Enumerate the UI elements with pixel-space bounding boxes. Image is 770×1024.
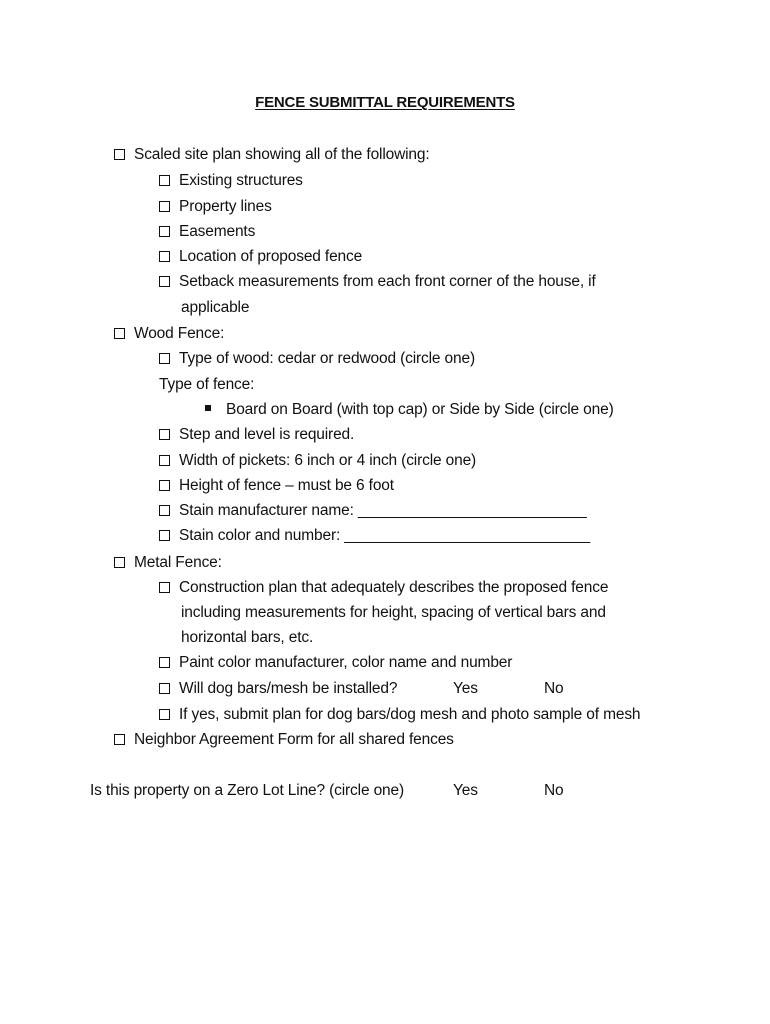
item-label: Stain color and number: _____________________________ <box>179 527 590 544</box>
construction-plan-continuation-1: including measurements for height, spacing of vertical bars and <box>181 604 606 621</box>
bullet-item-board-option <box>205 400 614 420</box>
item-label: Step and level is required. <box>179 426 355 443</box>
checkbox-icon[interactable] <box>159 480 170 491</box>
setback-continuation: applicable <box>181 299 250 316</box>
item-label: Stain manufacturer name: ___________________________ <box>179 502 587 519</box>
item-label: Scaled site plan showing all of the following: <box>134 146 430 163</box>
item-label: Width of pickets: 6 inch or 4 inch (circle one) <box>179 452 477 469</box>
construction-plan-continuation-2: horizontal bars, etc. <box>181 629 314 646</box>
item-label: Will dog bars/mesh be installed? <box>179 680 398 697</box>
square-bullet-icon <box>205 405 211 411</box>
item-label: Neighbor Agreement Form for all shared fences <box>134 731 454 748</box>
item-label: Property lines <box>179 198 272 215</box>
item-label: Metal Fence: <box>134 554 222 571</box>
checkbox-icon[interactable] <box>114 734 125 745</box>
checklist-item-property-lines <box>159 197 272 217</box>
page-title: FENCE SUBMITTAL REQUIREMENTS <box>255 94 515 111</box>
item-label: Existing structures <box>179 172 303 189</box>
checkbox-icon[interactable] <box>159 175 170 186</box>
zero-lot-line-question: Is this property on a Zero Lot Line? (circle one) <box>90 782 405 799</box>
checklist-item-construction-plan <box>159 578 608 598</box>
checklist-item-picket-width <box>159 451 476 471</box>
item-label: Height of fence – must be 6 foot <box>179 477 394 494</box>
checkbox-icon[interactable] <box>159 582 170 593</box>
checkbox-icon[interactable] <box>159 455 170 466</box>
checkbox-icon[interactable] <box>159 251 170 262</box>
checklist-item-paint-color <box>159 653 512 673</box>
checklist-item-stain-manufacturer <box>159 501 587 521</box>
checklist-item-easements <box>159 222 255 242</box>
checklist-item-setback-measurements <box>159 272 596 292</box>
checkbox-icon[interactable] <box>159 683 170 694</box>
checkbox-icon[interactable] <box>114 557 125 568</box>
zero-lot-no-option[interactable]: No <box>544 782 564 799</box>
item-label: If yes, submit plan for dog bars/dog mesh and photo sample of mesh <box>179 706 641 723</box>
dog-bars-yes-option[interactable]: Yes <box>453 680 478 697</box>
checkbox-icon[interactable] <box>159 201 170 212</box>
checkbox-icon[interactable] <box>159 353 170 364</box>
item-label: Construction plan that adequately describes the proposed fence <box>179 579 609 596</box>
type-of-fence-label: Type of fence: <box>159 376 255 393</box>
item-label: Wood Fence: <box>134 325 225 342</box>
checklist-item-dog-bars-plan <box>159 705 640 725</box>
checklist-item-fence-height <box>159 476 394 496</box>
dog-bars-no-option[interactable]: No <box>544 680 564 697</box>
checkbox-icon[interactable] <box>159 505 170 516</box>
checklist-item-step-level <box>159 425 354 445</box>
item-label: Location of proposed fence <box>179 248 363 265</box>
checklist-item-existing-structures <box>159 171 303 191</box>
checklist-item-proposed-fence-location <box>159 247 362 267</box>
checkbox-icon[interactable] <box>159 276 170 287</box>
checkbox-icon[interactable] <box>114 328 125 339</box>
checkbox-icon[interactable] <box>159 429 170 440</box>
checkbox-icon[interactable] <box>114 149 125 160</box>
item-label: Type of wood: cedar or redwood (circle one) <box>179 350 475 367</box>
item-label: Paint color manufacturer, color name and number <box>179 654 513 671</box>
checklist-item-metal-fence <box>114 553 222 573</box>
item-label: Easements <box>179 223 256 240</box>
checkbox-icon[interactable] <box>159 226 170 237</box>
item-label: Setback measurements from each front corner of the house, if <box>179 273 596 290</box>
checkbox-icon[interactable] <box>159 657 170 668</box>
checkbox-icon[interactable] <box>159 709 170 720</box>
checklist-item-site-plan <box>114 145 430 165</box>
checklist-item-neighbor-agreement <box>114 730 454 750</box>
checklist-item-type-of-wood <box>159 349 475 369</box>
checklist-item-dog-bars <box>159 679 397 699</box>
zero-lot-yes-option[interactable]: Yes <box>453 782 478 799</box>
item-label: Board on Board (with top cap) or Side by Side (circle one) <box>226 401 614 418</box>
checklist-item-stain-color <box>159 526 590 546</box>
checkbox-icon[interactable] <box>159 530 170 541</box>
checklist-item-wood-fence <box>114 324 224 344</box>
